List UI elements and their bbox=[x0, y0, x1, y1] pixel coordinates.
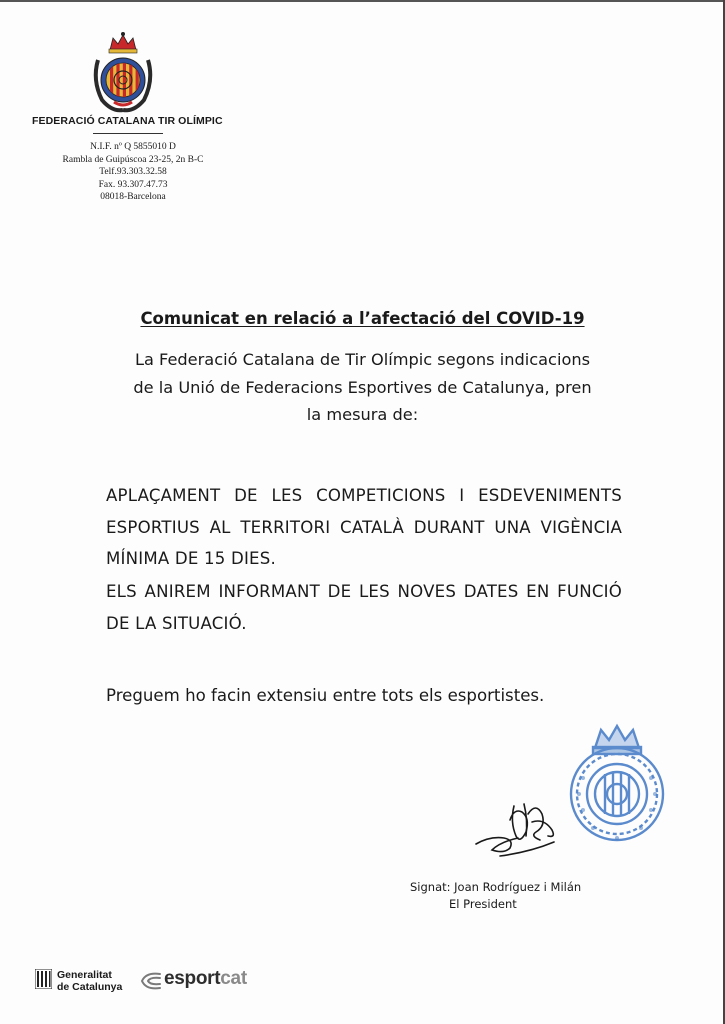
signatory-role: El President bbox=[449, 897, 517, 911]
address-line-fax: Fax. 93.307.47.73 bbox=[98, 179, 168, 190]
org-name-divider bbox=[93, 133, 163, 134]
address-line-phone: Telf.93.303.32.58 bbox=[99, 167, 167, 178]
intro-line: de la Unió de Federacions Esportives de Catalunya, pren bbox=[133, 377, 592, 397]
esportcat-word-cat: cat bbox=[220, 968, 247, 989]
scan-edge-top bbox=[0, 0, 725, 2]
closing-request: Preguem ho facin extensiu entre tots els esportistes. bbox=[106, 686, 545, 705]
address-line-street: Rambla de Guipúscoa 23-25, 2n B-C bbox=[62, 154, 204, 165]
org-address bbox=[40, 141, 226, 204]
esportcat-swoosh-icon bbox=[138, 970, 164, 992]
esportcat-logo-text bbox=[164, 968, 247, 990]
intro-paragraph bbox=[90, 346, 635, 429]
document-title-text: Comunicat en relació a l’afectació del COVID-19 bbox=[140, 309, 585, 328]
generalitat-line2: de Catalunya bbox=[57, 980, 123, 993]
document-title bbox=[0, 309, 725, 328]
intro-line: la mesura de: bbox=[306, 405, 419, 424]
president-signature bbox=[470, 792, 580, 864]
announcement-new-dates: ELS ANIREM INFORMANT DE LES NOVES DATES EN FUNCIÓ DE LA SITUACIÓ. bbox=[106, 582, 622, 633]
esportcat-word-esport: esport bbox=[164, 968, 221, 989]
announcement-postponement: APLAÇAMENT DE LES COMPETICIONS I ESDEVENIMENTS ESPORTIUS AL TERRITORI CATALÀ DURANT UNA VIGÈNCIA MÍNIMA DE 15 DIES. bbox=[106, 486, 622, 568]
generalitat-line1: Generalitat bbox=[57, 969, 112, 981]
address-line-city: 08018-Barcelona bbox=[100, 192, 166, 203]
signatory-name: Signat: Joan Rodríguez i Milán bbox=[410, 880, 582, 894]
intro-line: La Federació Catalana de Tir Olímpic segons indicacions bbox=[134, 350, 591, 369]
org-name: FEDERACIÓ CATALANA TIR OLÍMPIC bbox=[32, 115, 223, 127]
address-line-nif: N.I.F. nº Q 5855010 D bbox=[90, 142, 176, 152]
federation-crest-logo bbox=[88, 30, 158, 116]
generalitat-logo-text bbox=[57, 970, 122, 993]
generalitat-emblem-icon bbox=[35, 969, 52, 989]
